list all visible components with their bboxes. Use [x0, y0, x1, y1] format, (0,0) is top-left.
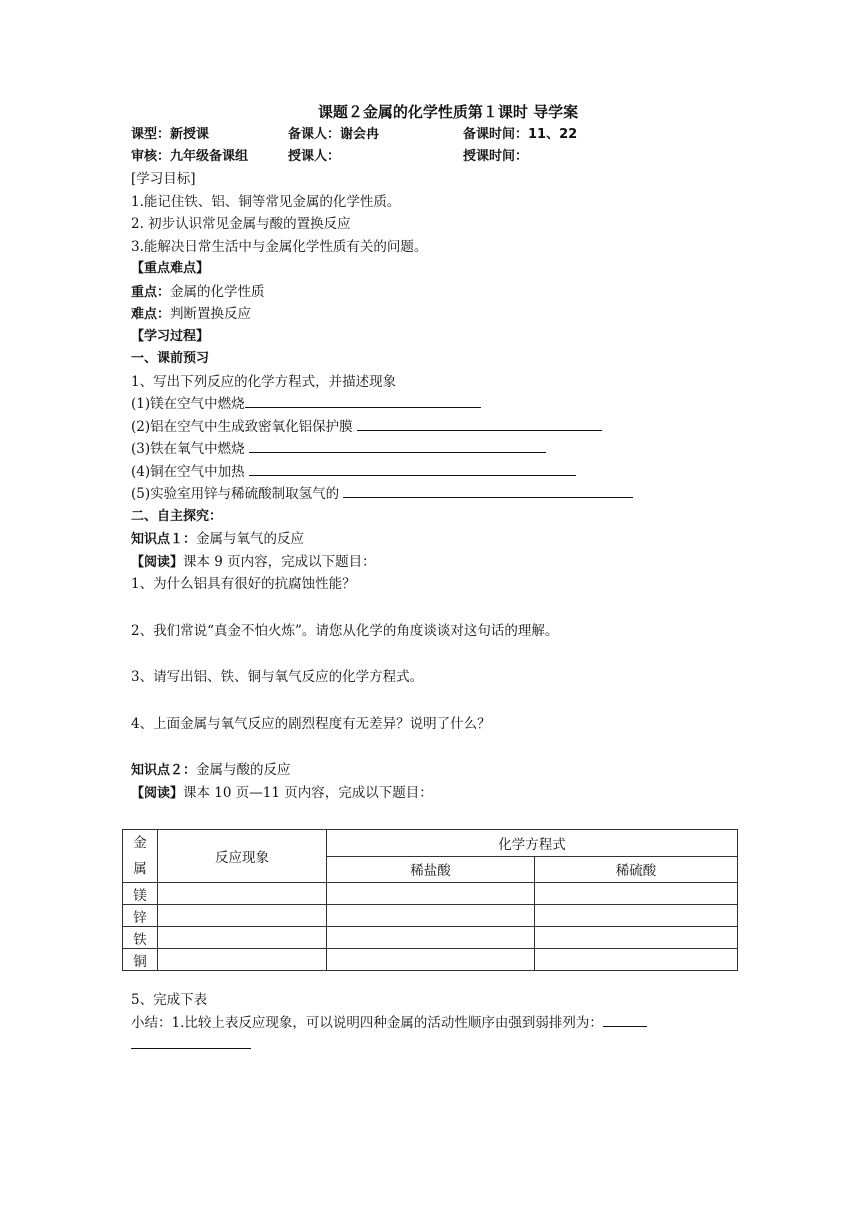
difficulty-line [131, 303, 751, 326]
objective-item: 1.能记住铁、铝、铜等常见金属的化学性质。 [131, 193, 401, 210]
kp2-text: 金属与酸的反应 [196, 762, 291, 778]
table-row [123, 883, 738, 905]
reviewer: 审核：九年级备课组 [131, 149, 249, 164]
table-cell[interactable] [158, 927, 327, 949]
kp1-label: 知识点１： [131, 532, 197, 547]
preview-heading: 一、课前预习 [131, 351, 210, 366]
focus-text: 金属的化学性质 [170, 283, 265, 300]
answer-blank[interactable] [245, 393, 481, 408]
meta-row-1 [131, 124, 751, 146]
preparer: 备课人：谢会冉 [288, 127, 380, 142]
prep-time: 备课时间：11、22 [463, 127, 578, 142]
table-cell[interactable] [158, 905, 327, 927]
table-cell[interactable] [158, 883, 327, 905]
table-cell[interactable] [535, 905, 738, 927]
table-cell[interactable] [535, 949, 738, 971]
key-heading: 【重点难点】 [131, 261, 210, 276]
table-cell[interactable] [327, 927, 535, 949]
kp2-line [131, 759, 751, 782]
difficulty-text: 判断置换反应 [170, 306, 252, 322]
kp2-label: 知识点２： [131, 763, 197, 778]
course-type: 课型：新授课 [131, 127, 210, 142]
reaction-line [131, 438, 751, 461]
table-cell[interactable] [535, 883, 738, 905]
metal-cell: 铜 [123, 949, 158, 971]
table-cell[interactable] [327, 883, 535, 905]
summary-continuation [131, 1034, 751, 1057]
reaction-text: (2)铝在空气中生成致密氧化铝保护膜 [131, 418, 357, 435]
summary-text: 小结：1.比较上表反应现象，可以说明四种金属的活动性顺序由强到弱排列为： [131, 1014, 603, 1031]
table-cell[interactable] [535, 927, 738, 949]
process-heading: 【学习过程】 [131, 328, 210, 344]
worksheet-page [131, 100, 751, 1057]
read1-line [131, 551, 751, 574]
question-item: 1、为什么铝具有很好的抗腐蚀性能？ [131, 576, 356, 592]
metal-cell: 锌 [123, 905, 158, 927]
meta-row-2 [131, 146, 751, 168]
read2-text: 课本 10 页—11 页内容，完成以下题目： [183, 784, 433, 801]
table-row [123, 905, 738, 927]
question-item: 3、请写出铝、铁、铜与氧气反应的化学方程式。 [131, 669, 424, 685]
focus-line [131, 281, 751, 304]
read1-text: 课本 9 页内容，完成以下题目： [183, 553, 376, 570]
header-equation: 化学方程式 [327, 830, 738, 857]
explore-heading: 二、自主探究： [131, 508, 223, 524]
question-item: 4、上面金属与氧气反应的剧烈程度有无差异？说明了什么？ [131, 715, 491, 732]
read2-label: 【阅读】 [131, 785, 184, 801]
reaction-line [131, 393, 751, 416]
answer-blank[interactable] [603, 1012, 647, 1027]
reaction-text: (3)铁在氧气中燃烧 [131, 441, 249, 457]
header-metal: 金 属 [123, 830, 158, 883]
page-title: 课题２金属的化学性质第１课时 导学案 [317, 103, 579, 121]
kp1-text: 金属与氧气的反应 [196, 531, 305, 547]
metal-cell: 镁 [123, 883, 158, 905]
kp1-line [131, 528, 751, 551]
reaction-text: (1)镁在空气中燃烧 [131, 396, 245, 412]
answer-blank[interactable] [131, 1034, 251, 1049]
teach-time: 授课时间： [463, 149, 529, 164]
metal-cell: 铁 [123, 927, 158, 949]
answer-blank[interactable] [357, 416, 602, 431]
answer-blank[interactable] [343, 483, 633, 498]
answer-blank[interactable] [249, 461, 576, 476]
read1-label: 【阅读】 [131, 554, 184, 570]
reaction-text: (4)铜在空气中加热 [131, 463, 249, 480]
header-phenomenon: 反应现象 [158, 830, 327, 883]
teacher: 授课人： [288, 149, 341, 164]
difficulty-label: 难点： [131, 307, 171, 322]
objective-item: 3.能解决日常生活中与金属化学性质有关的问题。 [131, 238, 428, 255]
table-cell[interactable] [327, 905, 535, 927]
question-item: 2、我们常说“真金不怕火炼”。请您从化学的角度谈谈对这句话的理解。 [131, 622, 559, 639]
table-row [123, 949, 738, 971]
preview-question: 1、写出下列反应的化学方程式，并描述现象 [131, 373, 397, 390]
table-row [123, 927, 738, 949]
answer-blank[interactable] [249, 438, 546, 453]
reaction-line [131, 483, 751, 506]
objectives-heading: [学习目标] [131, 171, 196, 187]
objective-item: 2. 初步认识常见金属与酸的置换反应 [131, 216, 351, 232]
table-cell[interactable] [327, 949, 535, 971]
focus-label: 重点： [131, 284, 171, 300]
read2-line [131, 782, 751, 805]
table-cell[interactable] [158, 949, 327, 971]
reaction-text: (5)实验室用锌与稀硫酸制取氢气的 [131, 486, 344, 502]
header-hcl: 稀盐酸 [327, 856, 535, 883]
reaction-table [122, 829, 738, 971]
reaction-line [131, 461, 751, 484]
reaction-line [131, 416, 751, 439]
header-h2so4: 稀硫酸 [535, 856, 738, 883]
summary-line [131, 1012, 751, 1035]
question-5: 5、完成下表 [131, 992, 208, 1008]
